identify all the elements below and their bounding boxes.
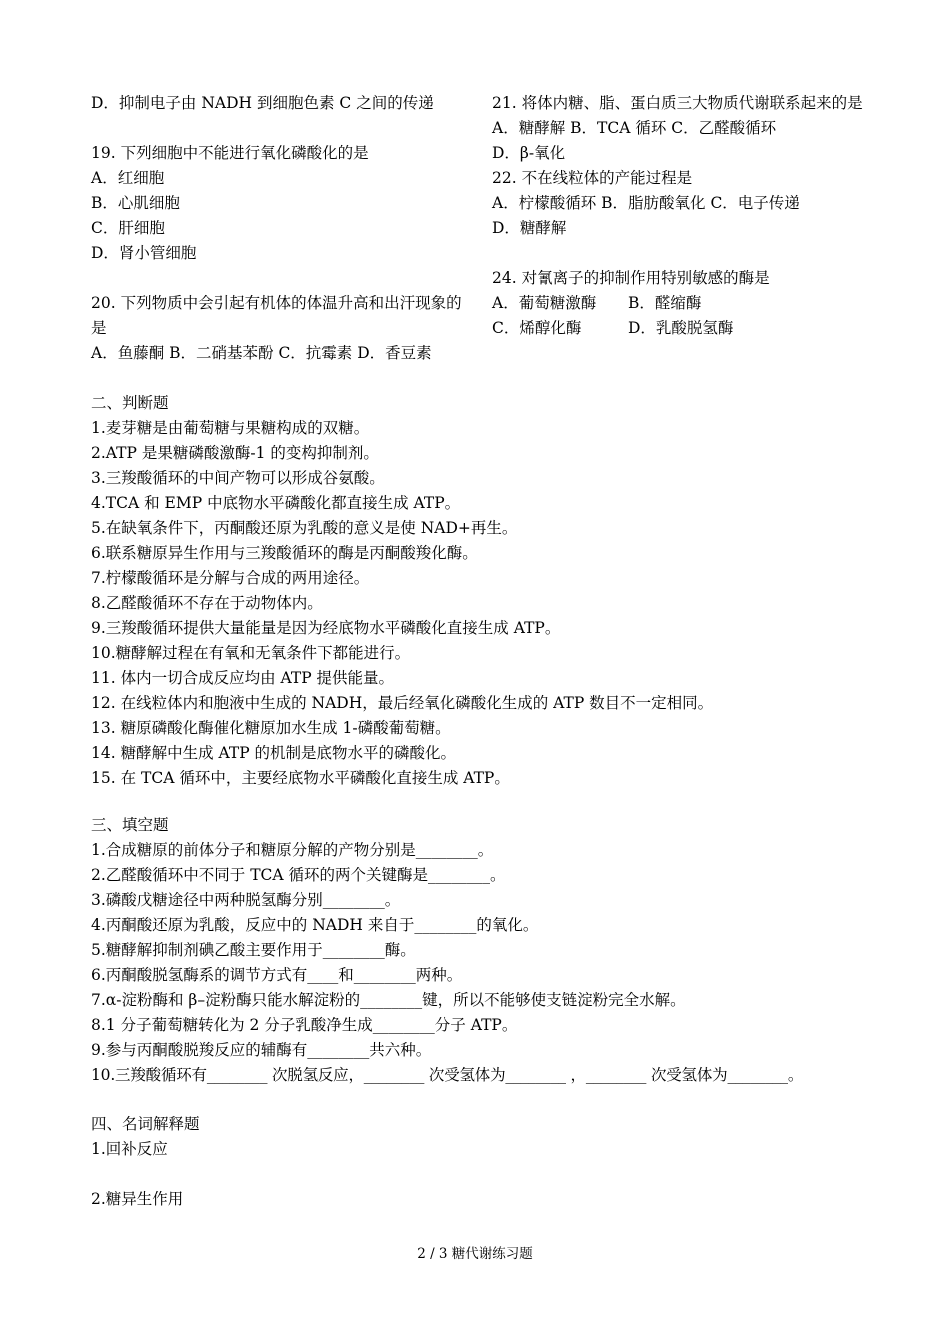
q19-stem: 19. 下列细胞中不能进行氧化磷酸化的是 — [91, 144, 369, 162]
q22-options-1: A．柠檬酸循环 B．脂肪酸氧化 C．电子传递 — [492, 194, 800, 212]
tf-item: 1.麦芽糖是由葡萄糖与果糖构成的双糖。 — [91, 419, 370, 437]
q20-stem: 20. 下列物质中会引起有机体的体温升高和出汗现象的是 — [91, 294, 462, 337]
tf-item: 3.三羧酸循环的中间产物可以形成谷氨酸。 — [91, 469, 385, 487]
fill-item: 5.糖酵解抑制剂碘乙酸主要作用于________酶。 — [91, 941, 416, 959]
fill-item: 10.三羧酸循环有________ 次脱氢反应，________ 次受氢体为________ ，________ 次受氢体为________。 — [91, 1066, 804, 1084]
q19-option-c: C．肝细胞 — [91, 219, 165, 237]
section-fill-in-blank — [91, 813, 891, 1088]
fill-item: 6.丙酮酸脱氢酶系的调节方式有____和________两种。 — [91, 966, 463, 984]
q24-option-c: C．烯醇化酶 — [492, 319, 582, 337]
q21-options-2: D．β-氧化 — [492, 144, 566, 162]
definition-item: 1.回补反应 — [91, 1140, 168, 1158]
fill-item: 4.丙酮酸还原为乳酸，反应中的 NADH 来自于________的氧化。 — [91, 916, 539, 934]
q21-stem: 21. 将体内糖、脂、蛋白质三大物质代谢联系起来的是 — [492, 94, 863, 112]
tf-item: 10.糖酵解过程在有氧和无氧条件下都能进行。 — [91, 644, 411, 662]
q24-option-a: A．葡萄糖激酶 — [492, 294, 597, 312]
tf-item: 12. 在线粒体内和胞液中生成的 NADH，最后经氧化磷酸化生成的 ATP 数目不一定相同。 — [91, 694, 714, 712]
q18-option-d: D．抑制电子由 NADH 到细胞色素 C 之间的传递 — [91, 94, 434, 112]
section-3-title: 三、填空题 — [91, 816, 169, 834]
q19-option-d: D．肾小管细胞 — [91, 244, 197, 262]
q19-option-b: B．心肌细胞 — [91, 194, 180, 212]
fill-item: 8.1 分子葡萄糖转化为 2 分子乳酸净生成________分子 ATP。 — [91, 1016, 518, 1034]
tf-item: 13. 糖原磷酸化酶催化糖原加水生成 1-磷酸葡萄糖。 — [91, 719, 451, 737]
left-column — [91, 91, 471, 366]
definition-item: 2.糖异生作用 — [91, 1190, 184, 1208]
fill-item: 2.乙醛酸循环中不同于 TCA 循环的两个关键酶是________。 — [91, 866, 506, 884]
tf-item: 2.ATP 是果糖磷酸激酶-1 的变构抑制剂。 — [91, 444, 379, 462]
tf-item: 14. 糖酵解中生成 ATP 的机制是底物水平的磷酸化。 — [91, 744, 457, 762]
page-footer: 2 / 3 糖代谢练习题 — [417, 1246, 533, 1262]
section-definitions — [91, 1112, 881, 1212]
q19-option-a: A．红细胞 — [91, 169, 165, 187]
tf-item: 6.联系糖原异生作用与三羧酸循环的酶是丙酮酸羧化酶。 — [91, 544, 478, 562]
tf-item: 4.TCA 和 EMP 中底物水平磷酸化都直接生成 ATP。 — [91, 494, 461, 512]
q24-options-row-1 — [492, 291, 872, 316]
q22-stem: 22. 不在线粒体的产能过程是 — [492, 169, 693, 187]
tf-item: 9.三羧酸循环提供大量能量是因为经底物水平磷酸化直接生成 ATP。 — [91, 619, 561, 637]
fill-item: 7.α-淀粉酶和 β–淀粉酶只能水解淀粉的________键，所以不能够使支链淀粉完全水解。 — [91, 991, 686, 1009]
fill-item: 9.参与丙酮酸脱羧反应的辅酶有________共六种。 — [91, 1041, 432, 1059]
q24-stem: 24. 对氰离子的抑制作用特别敏感的酶是 — [492, 269, 770, 287]
section-4-title: 四、名词解释题 — [91, 1115, 200, 1133]
right-column — [492, 91, 872, 341]
fill-item: 3.磷酸戊糖途径中两种脱氢酶分别________。 — [91, 891, 401, 909]
q20-options: A．鱼藤酮 B．二硝基苯酚 C．抗霉素 D．香豆素 — [91, 344, 432, 362]
tf-item: 11. 体内一切合成反应均由 ATP 提供能量。 — [91, 669, 395, 687]
section-2-title: 二、判断题 — [91, 394, 169, 412]
section-true-false — [91, 391, 881, 791]
fill-item: 1.合成糖原的前体分子和糖原分解的产物分别是________。 — [91, 841, 494, 859]
q21-options-1: A．糖酵解 B．TCA 循环 C．乙醛酸循环 — [492, 119, 777, 137]
q24-option-d: D．乳酸脱氢酶 — [628, 319, 734, 337]
q24-option-b: B．醛缩酶 — [628, 294, 702, 312]
tf-item: 5.在缺氧条件下，丙酮酸还原为乳酸的意义是使 NAD+再生。 — [91, 519, 518, 537]
tf-item: 15. 在 TCA 循环中，主要经底物水平磷酸化直接生成 ATP。 — [91, 769, 510, 787]
q24-options-row-2 — [492, 316, 872, 341]
q22-options-2: D．糖酵解 — [492, 219, 567, 237]
tf-item: 7.柠檬酸循环是分解与合成的两用途径。 — [91, 569, 370, 587]
tf-item: 8.乙醛酸循环不存在于动物体内。 — [91, 594, 323, 612]
